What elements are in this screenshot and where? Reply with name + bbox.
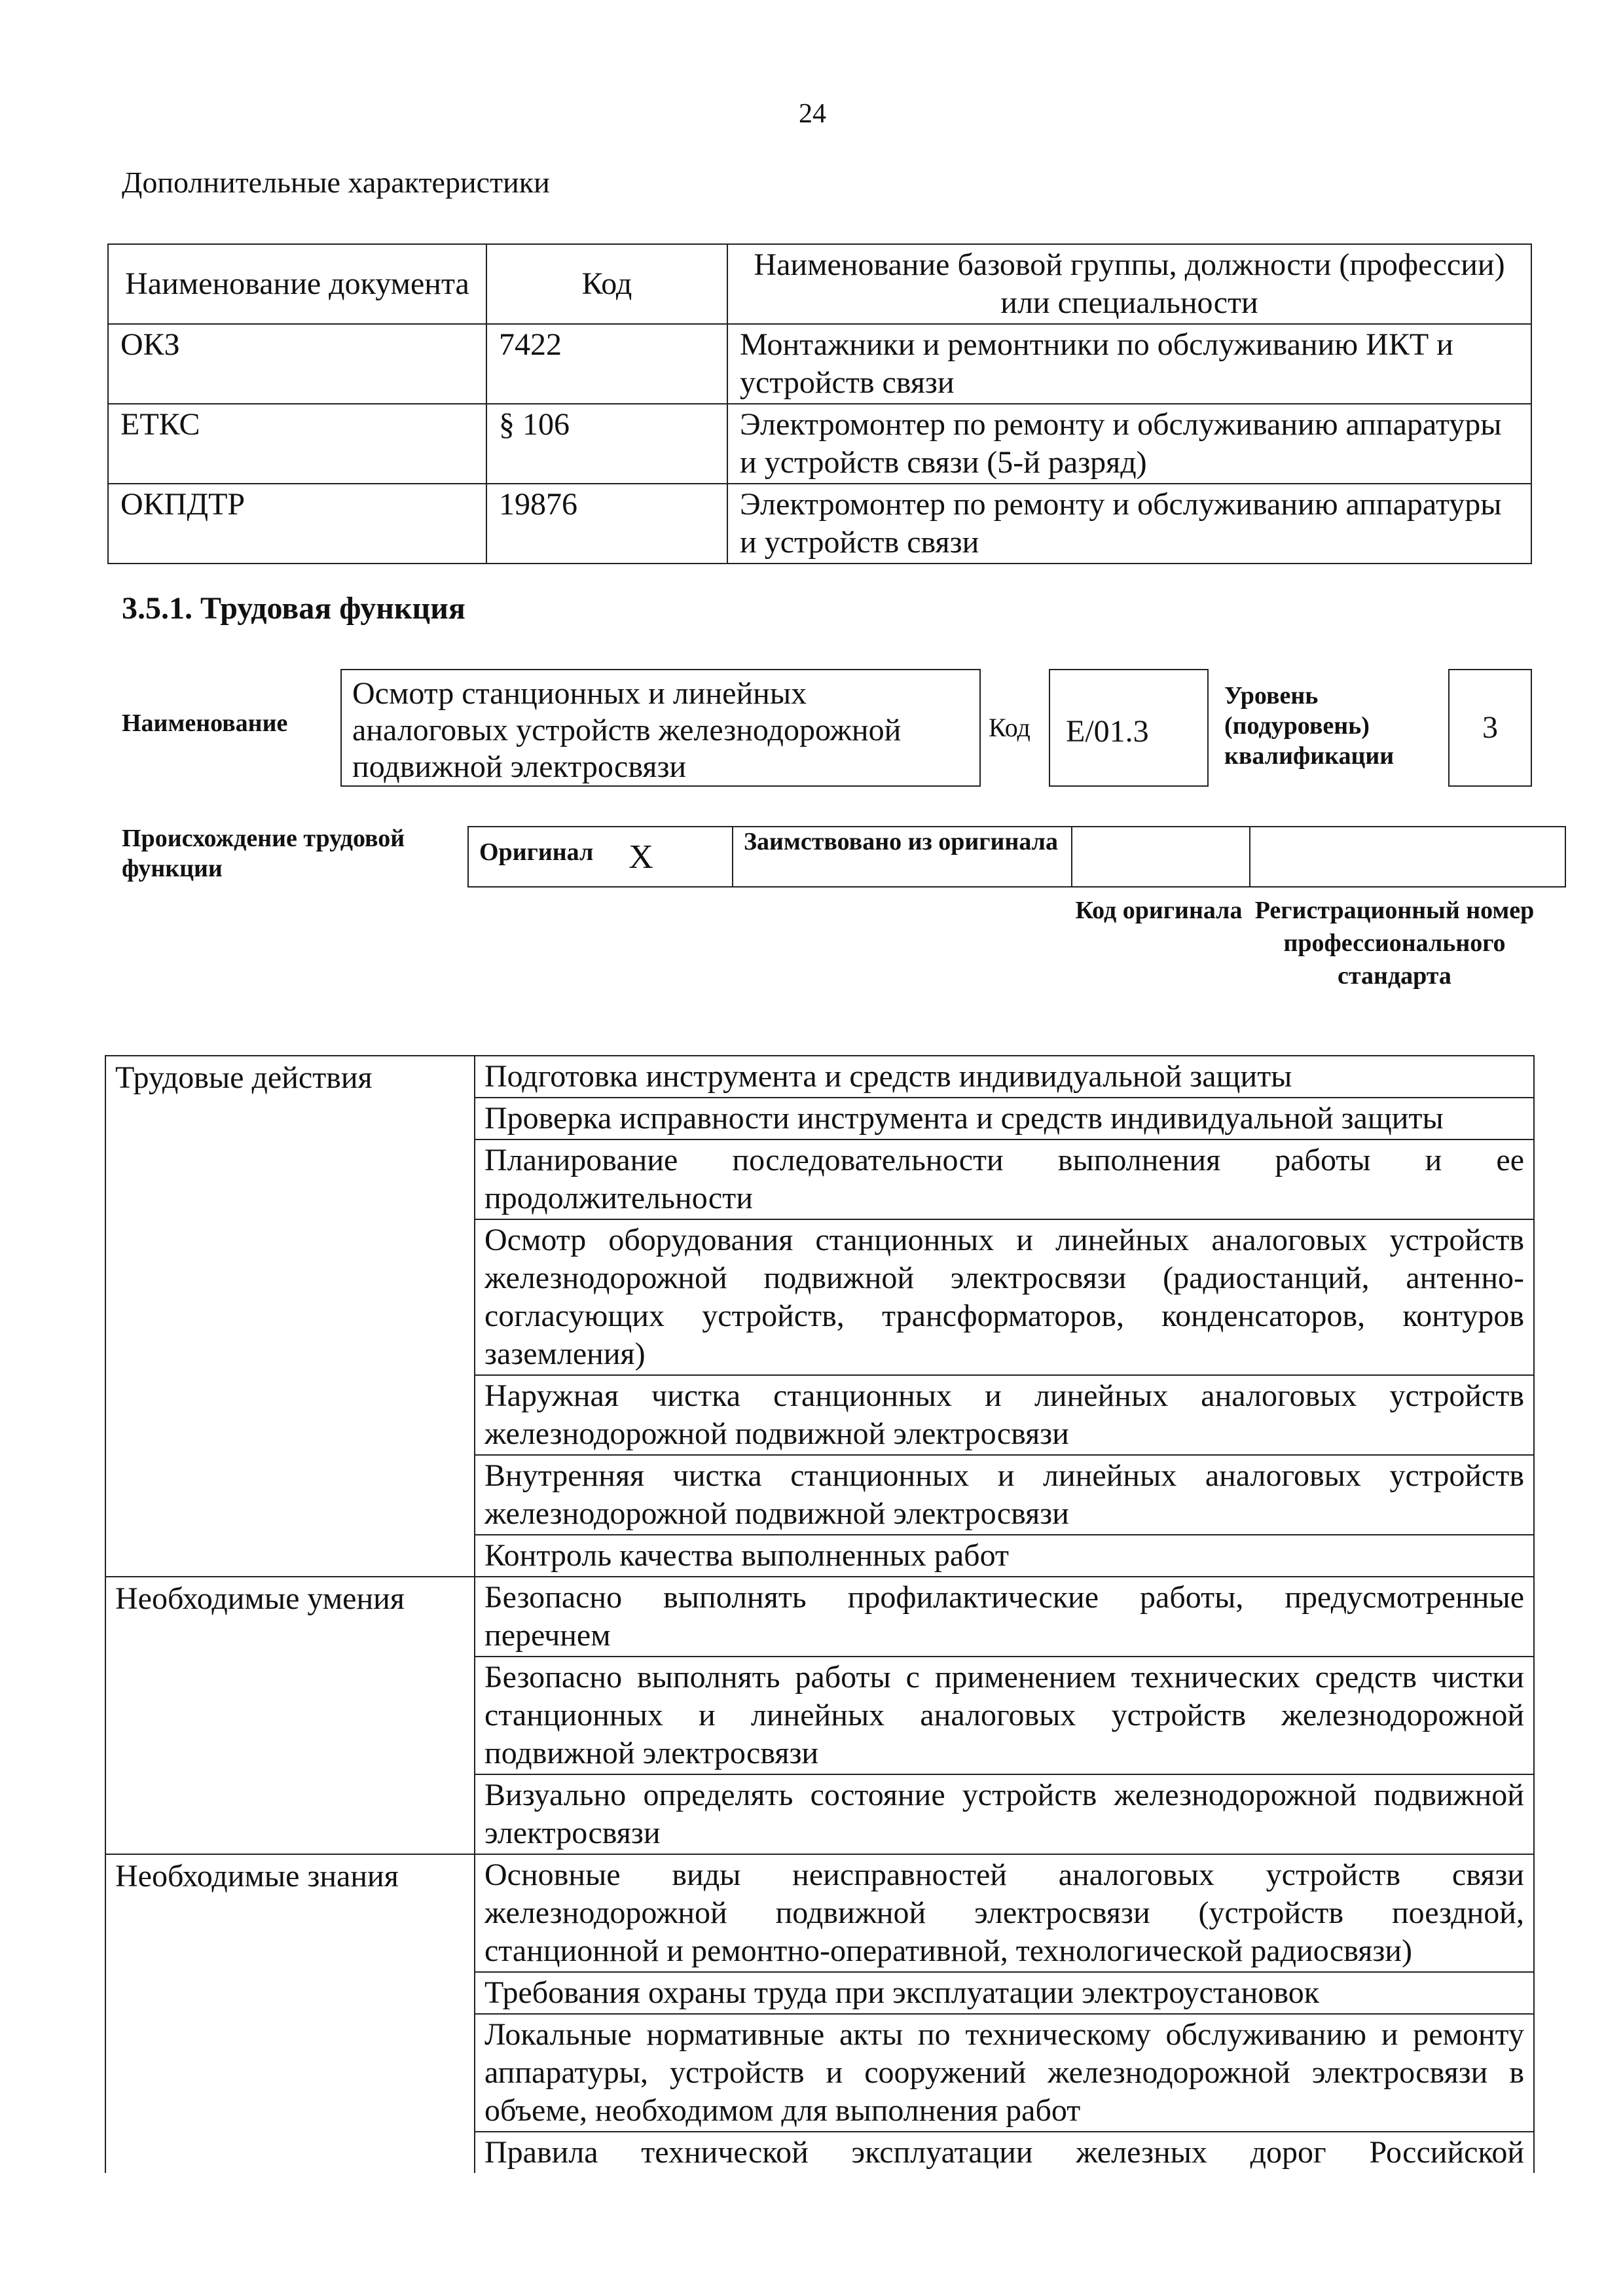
list-item: Подготовка инструмента и средств индивидуальной защиты xyxy=(475,1056,1534,1098)
list-item: Осмотр оборудования станционных и линейных аналоговых устройств железнодорожной подвижной электросвязи (радиостанций, антенно-согласующих устройств, трансформаторов, конденсаторов, контуров заземления) xyxy=(475,1219,1534,1375)
table-cell: Электромонтер по ремонту и обслуживанию аппаратуры и устройств связи (5-й разряд) xyxy=(727,404,1531,484)
origin-label: Происхождение трудовой функции xyxy=(122,825,405,882)
header-cell: Наименование документа xyxy=(108,244,486,324)
table-row xyxy=(108,484,1531,564)
table-cell: 19876 xyxy=(486,484,727,564)
original-label: Оригинал xyxy=(479,838,594,866)
table-cell: Электромонтер по ремонту и обслуживанию аппаратуры и устройств связи xyxy=(727,484,1531,564)
header-cell: Код xyxy=(486,244,727,324)
section-heading-additional: Дополнительные характеристики xyxy=(122,166,550,199)
original-code-caption: Код оригинала xyxy=(1075,897,1243,924)
table-row xyxy=(105,1854,1534,1972)
section-label: Необходимые знания xyxy=(105,1854,475,2173)
table-cell: 7422 xyxy=(486,324,727,404)
list-item: Требования охраны труда при эксплуатации электроустановок xyxy=(475,1972,1534,2014)
table-header-row xyxy=(108,244,1531,324)
table-cell: ОКЗ xyxy=(108,324,486,404)
list-item: Контроль качества выполненных работ xyxy=(475,1535,1534,1577)
code-label: Код xyxy=(989,713,1030,742)
list-item: Основные виды неисправностей аналоговых устройств связи железнодорожной подвижной электросвязи (устройств поездной, станционной и ремонтно-оперативной, технологической радиосвязи) xyxy=(475,1854,1534,1972)
borrowed-label: Заимствовано из оригинала xyxy=(733,827,1072,887)
section-label: Необходимые умения xyxy=(105,1577,475,1854)
original-mark: X xyxy=(629,838,653,876)
section-label: Трудовые действия xyxy=(105,1056,475,1577)
list-item: Безопасно выполнять работы с применением технических средств чистки станционных и линейных аналоговых устройств железнодорожной подвижной электросвязи xyxy=(475,1657,1534,1774)
labor-function-title: 3.5.1. Трудовая функция xyxy=(122,591,465,626)
list-item: Планирование последовательности выполнения работы и ее продолжительности xyxy=(475,1139,1534,1219)
list-item: Безопасно выполнять профилактические работы, предусмотренные перечнем xyxy=(475,1577,1534,1657)
header-cell: Наименование базовой группы, должности (профессии) или специальности xyxy=(727,244,1531,324)
function-code-box: Е/01.3 xyxy=(1049,669,1209,787)
list-item: Проверка исправности инструмента и средств индивидуальной защиты xyxy=(475,1098,1534,1139)
reg-number-caption: Регистрационный номер профессионального стандарта xyxy=(1254,897,1535,990)
additional-characteristics-table xyxy=(107,243,1532,564)
name-label: Наименование xyxy=(122,709,288,737)
page-number: 24 xyxy=(799,99,826,129)
reg-number-cell xyxy=(1250,827,1565,887)
table-row xyxy=(108,324,1531,404)
qualification-level-label: Уровень (подуровень) квалификации xyxy=(1224,682,1395,770)
list-item: Правила технической эксплуатации железных дорог Российской xyxy=(475,2132,1534,2173)
list-item: Локальные нормативные акты по техническому обслуживанию и ремонту аппаратуры, устройств и сооружений железнодорожной электросвязи в объеме, необходимом для выполнения работ xyxy=(475,2014,1534,2132)
table-cell: § 106 xyxy=(486,404,727,484)
function-name-box: Осмотр станционных и линейных аналоговых устройств железнодорожной подвижной электросвязи xyxy=(340,669,981,787)
origin-table xyxy=(467,826,1566,888)
table-row xyxy=(108,404,1531,484)
original-code-cell xyxy=(1072,827,1250,887)
table-row xyxy=(105,1577,1534,1657)
qualification-level-box: 3 xyxy=(1448,669,1532,787)
list-item: Внутренняя чистка станционных и линейных аналоговых устройств железнодорожной подвижной электросвязи xyxy=(475,1455,1534,1535)
list-item: Наружная чистка станционных и линейных аналоговых устройств железнодорожной подвижной электросвязи xyxy=(475,1375,1534,1455)
table-cell: ЕТКС xyxy=(108,404,486,484)
labor-functions-table xyxy=(105,1055,1535,2173)
table-cell: Монтажники и ремонтники по обслуживанию ИКТ и устройств связи xyxy=(727,324,1531,404)
table-row xyxy=(105,1056,1534,1098)
table-cell: ОКПДТР xyxy=(108,484,486,564)
list-item: Визуально определять состояние устройств железнодорожной подвижной электросвязи xyxy=(475,1774,1534,1854)
original-cell xyxy=(468,827,733,887)
